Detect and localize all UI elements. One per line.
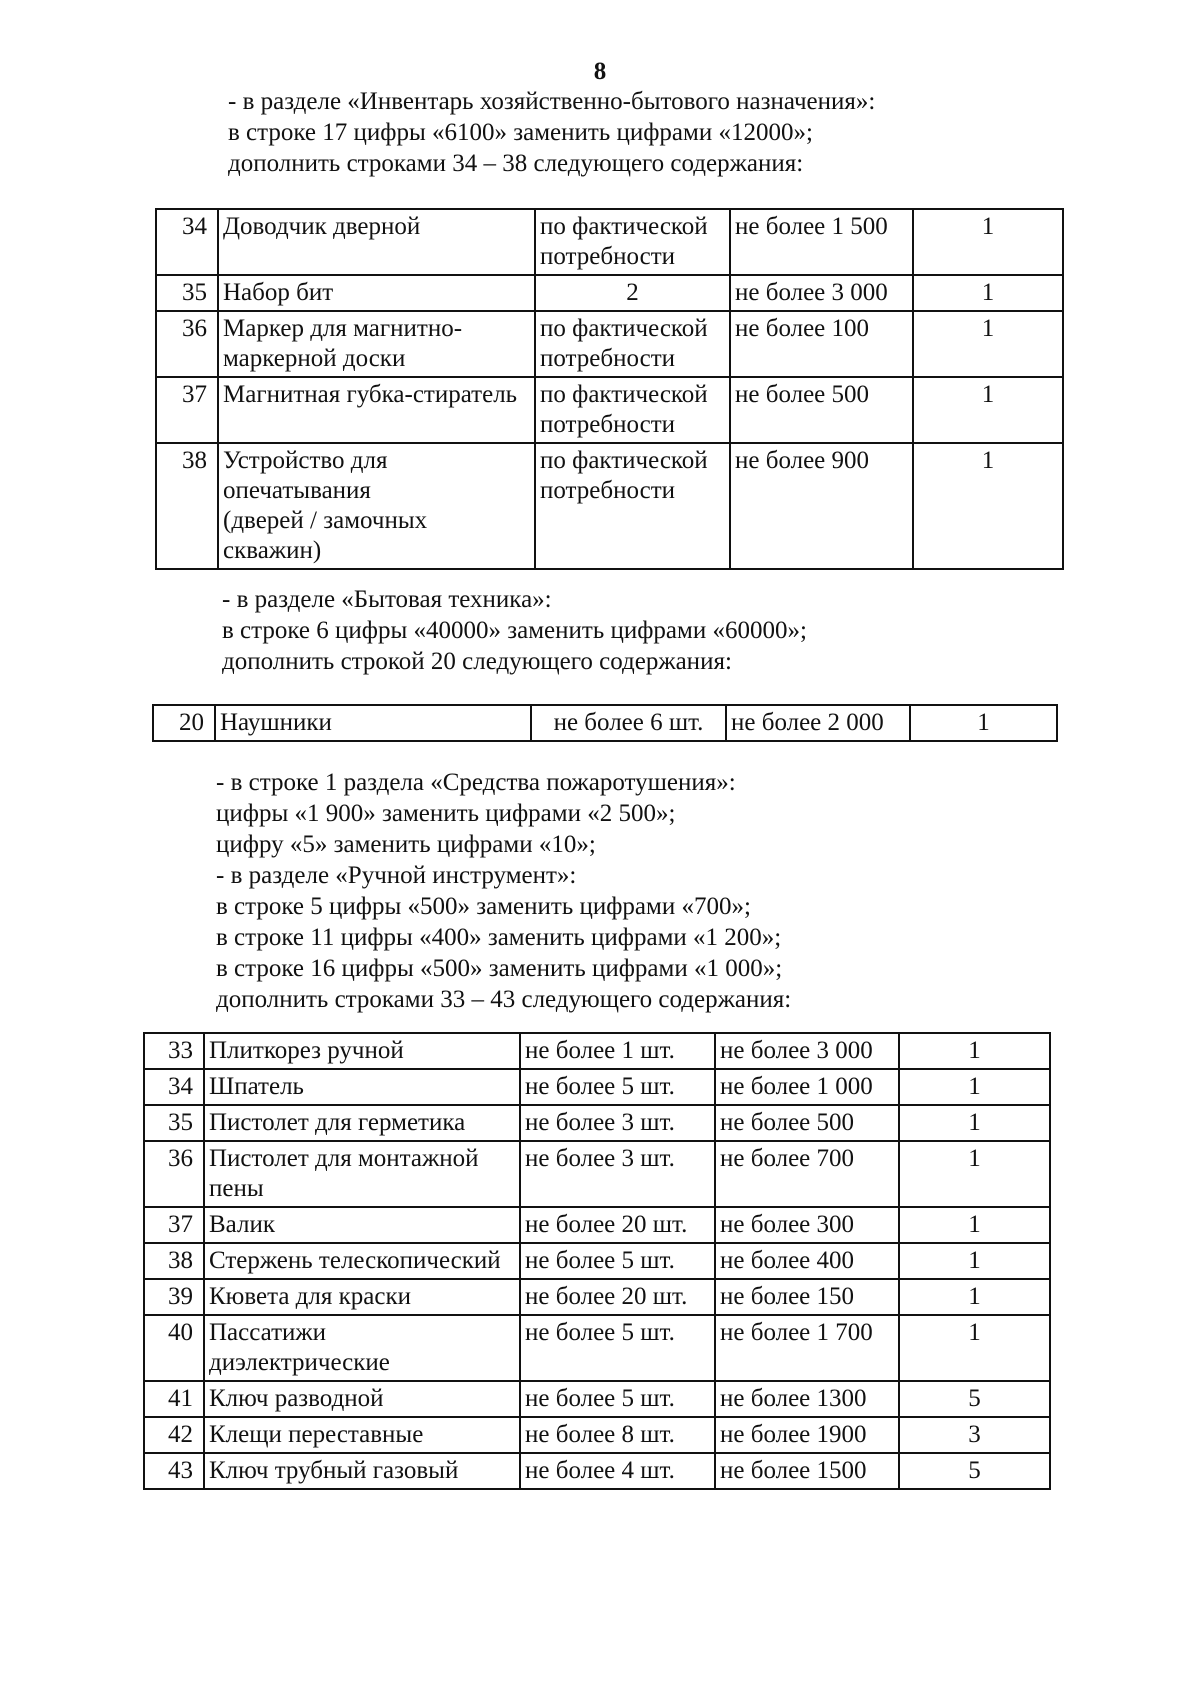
item-quantity — [535, 209, 730, 275]
item-count: 1 — [899, 1105, 1050, 1141]
table-row — [144, 1207, 1050, 1243]
item-name — [204, 1141, 520, 1207]
item-name-line: Магнитная губка-стиратель — [223, 381, 518, 408]
item-name-line: диэлектрические — [209, 1349, 390, 1376]
item-count: 1 — [913, 377, 1063, 443]
item-quantity-line: потребности — [540, 345, 675, 372]
item-quantity: не более 5 шт. — [520, 1381, 715, 1417]
item-quantity-line: 2 — [626, 279, 639, 306]
item-name-line: маркерной доски — [223, 345, 406, 372]
item-quantity — [535, 311, 730, 377]
item-price: не более 150 — [715, 1279, 899, 1315]
item-name-line: Валик — [209, 1211, 275, 1238]
intro-line: - в разделе «Инвентарь хозяйственно-бытового назначения»: — [228, 88, 876, 115]
item-price: не более 100 — [730, 311, 913, 377]
item-name — [204, 1105, 520, 1141]
table-row — [144, 1315, 1050, 1381]
item-count: 1 — [899, 1033, 1050, 1069]
table-row — [156, 275, 1063, 311]
item-name-line: Ключ трубный газовый — [209, 1457, 459, 1484]
item-name — [218, 377, 535, 443]
intro-line: в строке 17 цифры «6100» заменить цифрами «12000»; — [228, 119, 813, 146]
item-price: не более 3 000 — [730, 275, 913, 311]
table-row — [144, 1033, 1050, 1069]
item-name — [218, 311, 535, 377]
row-number: 33 — [144, 1033, 204, 1069]
row-number: 43 — [144, 1453, 204, 1489]
row-number: 36 — [156, 311, 218, 377]
item-quantity-line: по фактической — [540, 381, 708, 408]
item-price: не более 400 — [715, 1243, 899, 1279]
item-name — [204, 1453, 520, 1489]
item-name — [204, 1381, 520, 1417]
item-count: 1 — [899, 1141, 1050, 1207]
table-row — [144, 1141, 1050, 1207]
item-price: не более 1 700 — [715, 1315, 899, 1381]
item-name — [204, 1069, 520, 1105]
intro-line: - в строке 1 раздела «Средства пожаротушения»: — [216, 769, 736, 796]
item-name-line: Пистолет для монтажной — [209, 1145, 479, 1172]
intro-appliances — [222, 584, 807, 677]
item-name-line: Доводчик дверной — [223, 213, 421, 240]
item-price: не более 900 — [730, 443, 913, 569]
row-number: 37 — [144, 1207, 204, 1243]
item-quantity: не более 5 шт. — [520, 1315, 715, 1381]
item-price: не более 1300 — [715, 1381, 899, 1417]
table-row — [144, 1417, 1050, 1453]
item-quantity: не более 8 шт. — [520, 1417, 715, 1453]
row-number: 37 — [156, 377, 218, 443]
row-number: 42 — [144, 1417, 204, 1453]
item-quantity — [535, 377, 730, 443]
table-tools — [143, 1032, 1051, 1490]
intro-line: цифры «1 900» заменить цифрами «2 500»; — [216, 800, 676, 827]
item-name-line: пены — [209, 1175, 264, 1202]
item-count: 1 — [899, 1069, 1050, 1105]
item-name — [204, 1033, 520, 1069]
item-price: не более 300 — [715, 1207, 899, 1243]
item-count: 1 — [913, 311, 1063, 377]
table-row — [144, 1069, 1050, 1105]
intro-line: дополнить строками 33 – 43 следующего содержания: — [216, 986, 792, 1013]
table-row — [156, 443, 1063, 569]
intro-line: в строке 6 цифры «40000» заменить цифрами «60000»; — [222, 617, 807, 644]
item-quantity-line: потребности — [540, 477, 675, 504]
item-quantity-line: по фактической — [540, 213, 708, 240]
item-name — [204, 1207, 520, 1243]
item-quantity: не более 1 шт. — [520, 1033, 715, 1069]
item-price: не более 1900 — [715, 1417, 899, 1453]
table-row — [153, 705, 1057, 741]
row-number: 39 — [144, 1279, 204, 1315]
item-quantity: не более 4 шт. — [520, 1453, 715, 1489]
item-quantity: не более 3 шт. — [520, 1105, 715, 1141]
item-name-line: Маркер для магнитно- — [223, 315, 463, 342]
item-count: 1 — [913, 209, 1063, 275]
item-quantity-line: по фактической — [540, 315, 708, 342]
row-number: 34 — [144, 1069, 204, 1105]
item-quantity: не более 20 шт. — [520, 1207, 715, 1243]
item-name-line: Кювета для краски — [209, 1283, 411, 1310]
item-price: не более 3 000 — [715, 1033, 899, 1069]
item-count: 5 — [899, 1453, 1050, 1489]
item-name — [204, 1417, 520, 1453]
intro-line: в строке 5 цифры «500» заменить цифрами «700»; — [216, 893, 751, 920]
row-number: 36 — [144, 1141, 204, 1207]
intro-line: цифру «5» заменить цифрами «10»; — [216, 831, 596, 858]
item-name-line: опечатывания — [223, 477, 371, 504]
item-name — [218, 209, 535, 275]
row-number: 20 — [153, 705, 215, 741]
table-row — [156, 377, 1063, 443]
item-name-line: Плиткорез ручной — [209, 1037, 404, 1064]
item-quantity: не более 6 шт. — [531, 705, 726, 741]
table-row — [144, 1453, 1050, 1489]
row-number: 35 — [156, 275, 218, 311]
intro-inventory — [228, 86, 875, 179]
table-inventory — [155, 208, 1064, 570]
item-name-line: (дверей / замочных — [223, 507, 428, 534]
table-row — [144, 1105, 1050, 1141]
item-name-line: Пистолет для герметика — [209, 1109, 466, 1136]
intro-line: - в разделе «Ручной инструмент»: — [216, 862, 577, 889]
item-name — [204, 1243, 520, 1279]
item-name — [204, 1315, 520, 1381]
item-quantity-line: по фактической — [540, 447, 708, 474]
item-quantity: не более 3 шт. — [520, 1141, 715, 1207]
page-number: 8 — [593, 58, 607, 85]
item-name-line: Клещи переставные — [209, 1421, 424, 1448]
item-count: 1 — [913, 275, 1063, 311]
item-name-line: Устройство для — [223, 447, 388, 474]
item-name-line: Ключ разводной — [209, 1385, 384, 1412]
row-number: 41 — [144, 1381, 204, 1417]
item-quantity — [535, 443, 730, 569]
item-quantity: не более 5 шт. — [520, 1069, 715, 1105]
item-price: не более 700 — [715, 1141, 899, 1207]
table-row — [144, 1381, 1050, 1417]
intro-line: дополнить строкой 20 следующего содержания: — [222, 648, 732, 675]
item-count: 1 — [899, 1243, 1050, 1279]
item-count: 1 — [910, 705, 1057, 741]
item-count: 3 — [899, 1417, 1050, 1453]
table-row — [156, 209, 1063, 275]
intro-line: в строке 16 цифры «500» заменить цифрами «1 000»; — [216, 955, 783, 982]
item-name — [218, 443, 535, 569]
table-row — [144, 1243, 1050, 1279]
item-price: не более 1 500 — [730, 209, 913, 275]
intro-line: - в разделе «Бытовая техника»: — [222, 586, 552, 613]
item-price: не более 1500 — [715, 1453, 899, 1489]
row-number: 38 — [144, 1243, 204, 1279]
item-price: не более 1 000 — [715, 1069, 899, 1105]
row-number: 38 — [156, 443, 218, 569]
row-number: 34 — [156, 209, 218, 275]
item-count: 5 — [899, 1381, 1050, 1417]
table-row — [144, 1279, 1050, 1315]
row-number: 40 — [144, 1315, 204, 1381]
item-count: 1 — [899, 1207, 1050, 1243]
item-name-line: Пассатижи — [209, 1319, 327, 1346]
item-name-line: Стержень телескопический — [209, 1247, 501, 1274]
item-price: не более 500 — [730, 377, 913, 443]
table-row — [156, 311, 1063, 377]
item-name-line: скважин) — [223, 537, 322, 564]
table-appliances — [152, 704, 1058, 742]
item-price: не более 2 000 — [726, 705, 910, 741]
item-quantity — [535, 275, 730, 311]
intro-line: дополнить строками 34 – 38 следующего содержания: — [228, 150, 804, 177]
item-count: 1 — [899, 1315, 1050, 1381]
intro-tools — [216, 767, 791, 1015]
row-number: 35 — [144, 1105, 204, 1141]
item-name — [218, 275, 535, 311]
item-quantity-line: потребности — [540, 411, 675, 438]
item-price: не более 500 — [715, 1105, 899, 1141]
item-quantity: не более 5 шт. — [520, 1243, 715, 1279]
intro-line: в строке 11 цифры «400» заменить цифрами «1 200»; — [216, 924, 782, 951]
item-name: Наушники — [215, 705, 531, 741]
item-quantity-line: потребности — [540, 243, 675, 270]
item-count: 1 — [899, 1279, 1050, 1315]
item-name-line: Шпатель — [209, 1073, 304, 1100]
item-count: 1 — [913, 443, 1063, 569]
item-name — [204, 1279, 520, 1315]
item-name-line: Набор бит — [223, 279, 334, 306]
item-quantity: не более 20 шт. — [520, 1279, 715, 1315]
